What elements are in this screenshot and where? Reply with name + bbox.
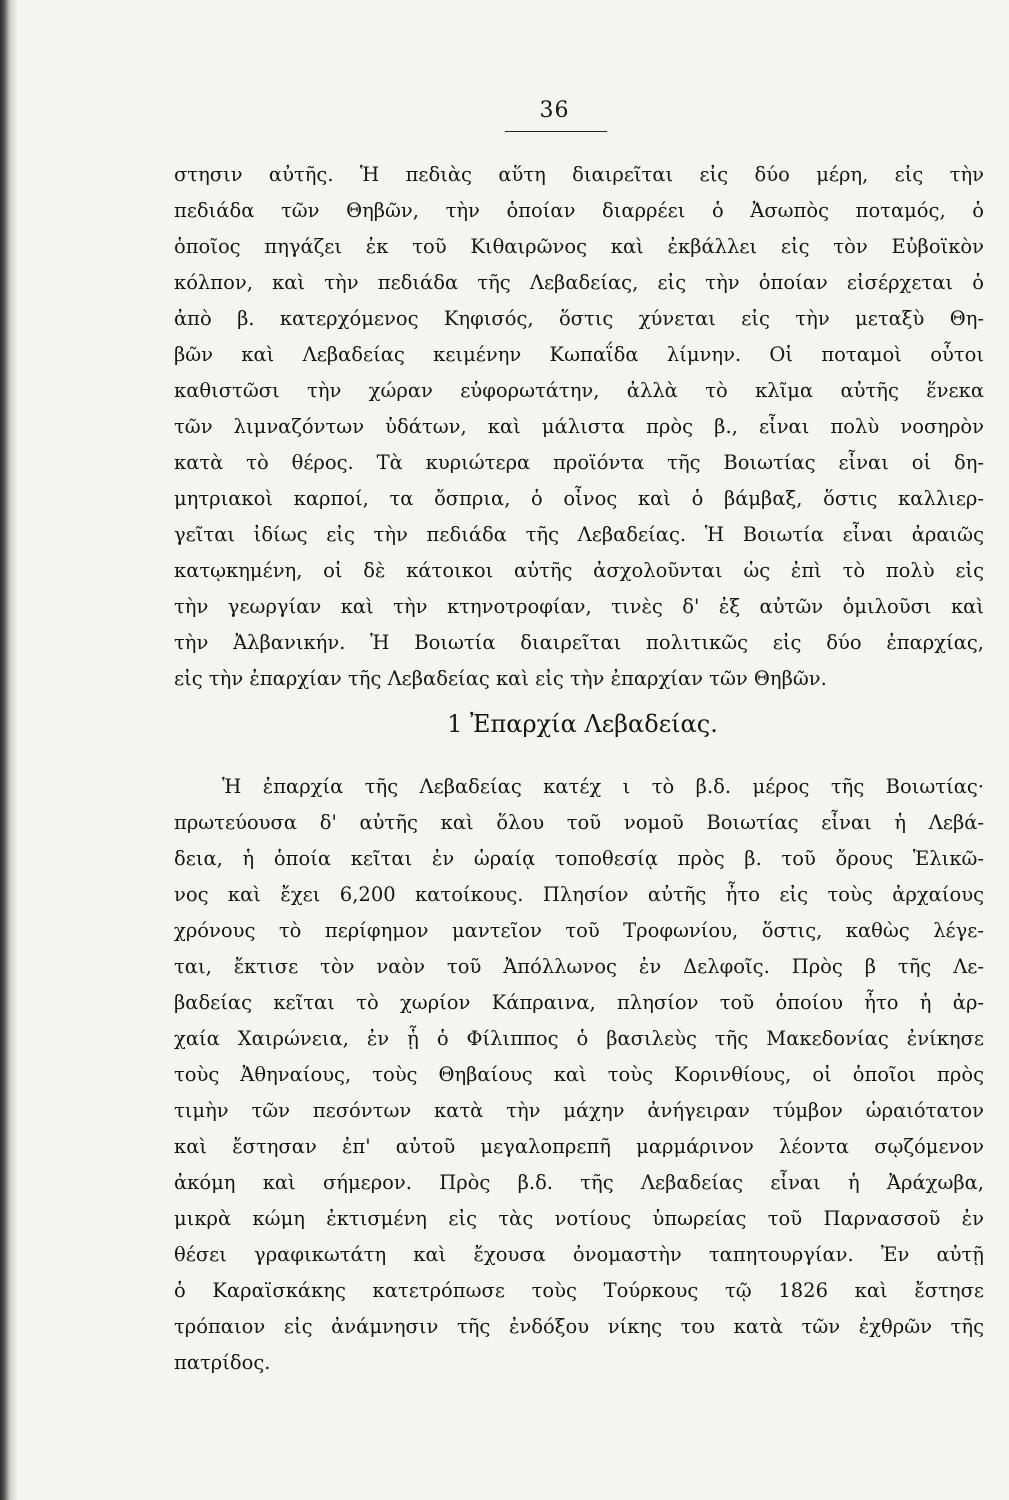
section-heading: 1 Ἐπαρχία Λεβαδείας. — [447, 710, 718, 738]
text-line: πατρίδος. — [174, 1351, 271, 1374]
text-line: ὁποῖος πηγάζει ἐκ τοῦ Κιθαιρῶνος καὶ ἐκβάλλει εἰς τὸν Εὐβοϊκὸν — [174, 235, 984, 258]
text-line: ὁ Καραϊσκάκης κατετρόπωσε τοὺς Τούρκους τῷ 1826 καὶ ἔστησε — [174, 1279, 984, 1302]
text-line: μητριακοὶ καρποί, τα ὄσπρια, ὁ οἶνος καὶ ὁ βάμβαξ, ὅστις καλλιερ- — [174, 487, 984, 510]
text-line: βαδείας κεῖται τὸ χωρίον Κάπραινα, πλησίον τοῦ ὁποίου ἦτο ἡ ἀρ- — [174, 991, 984, 1014]
text-line: τῶν λιμναζόντων ὑδάτων, καὶ μάλιστα πρὸς β., εἶναι πολὺ νοσηρὸν — [174, 415, 984, 438]
text-line: Ἡ ἐπαρχία τῆς Λεβαδείας κατέχ ι τὸ β.δ. μέρος τῆς Βοιωτίας· — [222, 775, 984, 798]
text-line: εἰς τὴν ἐπαρχίαν τῆς Λεβαδείας καὶ εἰς τὴν ἐπαρχίαν τῶν Θηβῶν. — [174, 667, 827, 690]
text-line: κατῳκημένη, οἱ δὲ κάτοικοι αὐτῆς ἀσχολοῦνται ὡς ἐπὶ τὸ πολὺ εἰς — [174, 559, 984, 582]
text-line: μικρὰ κώμη ἐκτισμένη εἰς τὰς νοτίους ὑπωρείας τοῦ Παρνασσοῦ ἐν — [174, 1207, 984, 1230]
text-line: κόλπον, καὶ τὴν πεδιάδα τῆς Λεβαδείας, εἰς τὴν ὁποίαν εἰσέρχεται ὁ — [174, 271, 984, 294]
text-line: πεδιάδα τῶν Θηβῶν, τὴν ὁποίαν διαρρέει ὁ Ἀσωπὸς ποταμός, ὁ — [174, 199, 984, 222]
text-line: θέσει γραφικωτάτη καὶ ἔχουσα ὀνομαστὴν ταπητουργίαν. Ἐν αὐτῇ — [174, 1243, 984, 1266]
text-line: γεῖται ἰδίως εἰς τὴν πεδιάδα τῆς Λεβαδείας. Ἡ Βοιωτία εἶναι ἀραιῶς — [174, 523, 984, 546]
text-line: βῶν καὶ Λεβαδείας κειμένην Κωπαΐδα λίμνην. Οἱ ποταμοὶ οὗτοι — [174, 343, 984, 366]
text-line: ται, ἔκτισε τὸν ναὸν τοῦ Ἀπόλλωνος ἐν Δελφοῖς. Πρὸς β τῆς Λε- — [174, 955, 984, 978]
text-line: δεια, ἡ ὁποία κεῖται ἐν ὡραίᾳ τοποθεσίᾳ πρὸς β. τοῦ ὄρους Ἑλικῶ- — [174, 847, 984, 870]
text-line: καθιστῶσι τὴν χώραν εὐφορωτάτην, ἀλλὰ τὸ κλῖμα αὐτῆς ἕνεκα — [174, 379, 984, 402]
text-line: τρόπαιον εἰς ἀνάμνησιν τῆς ἐνδόξου νίκης του κατὰ τῶν ἐχθρῶν τῆς — [174, 1315, 984, 1338]
text-line: τιμὴν τῶν πεσόντων κατὰ τὴν μάχην ἀνήγειραν τύμβον ὡραιότατον — [174, 1099, 984, 1122]
text-line: ἀπὸ β. κατερχόμενος Κηφισός, ὅστις χύνεται εἰς τὴν μεταξὺ Θη- — [174, 307, 984, 330]
text-line: στησιν αὐτῆς. Ἡ πεδιὰς αὕτη διαιρεῖται εἰς δύο μέρη, εἰς τὴν — [174, 163, 984, 186]
text-line: νος καὶ ἔχει 6,200 κατοίκους. Πλησίον αὐτῆς ἦτο εἰς τοὺς ἀρχαίους — [174, 883, 984, 906]
page-number-rule — [505, 131, 607, 132]
text-line: χαία Χαιρώνεια, ἐν ᾗ ὁ Φίλιππος ὁ βασιλεὺς τῆς Μακεδονίας ἐνίκησε — [174, 1027, 984, 1050]
text-line: χρόνους τὸ περίφημον μαντεῖον τοῦ Τροφωνίου, ὅστις, καθὼς λέγε- — [174, 919, 984, 942]
text-line: τοὺς Ἀθηναίους, τοὺς Θηβαίους καὶ τοὺς Κορινθίους, οἱ ὁποῖοι πρὸς — [174, 1063, 984, 1086]
scanned-page-edge — [0, 0, 18, 1500]
text-line: πρωτεύουσα δ' αὐτῆς καὶ ὅλου τοῦ νομοῦ Βοιωτίας εἶναι ἡ Λεβά- — [174, 811, 984, 834]
text-line: τὴν Ἀλβανικήν. Ἡ Βοιωτία διαιρεῖται πολιτικῶς εἰς δύο ἐπαρχίας, — [174, 631, 984, 654]
text-line: τὴν γεωργίαν καὶ τὴν κτηνοτροφίαν, τινὲς δ' ἐξ αὐτῶν ὁμιλοῦσι καὶ — [174, 595, 984, 618]
text-line: ἀκόμη καὶ σήμερον. Πρὸς β.δ. τῆς Λεβαδείας εἶναι ἡ Ἀράχωβα, — [174, 1171, 984, 1194]
page-number: 36 — [539, 98, 570, 123]
text-line: καὶ ἔστησαν ἐπ' αὐτοῦ μεγαλοπρεπῆ μαρμάρινον λέοντα σῳζόμενον — [174, 1135, 984, 1158]
text-line: κατὰ τὸ θέρος. Τὰ κυριώτερα προϊόντα τῆς Βοιωτίας εἶναι οἱ δη- — [174, 451, 984, 474]
